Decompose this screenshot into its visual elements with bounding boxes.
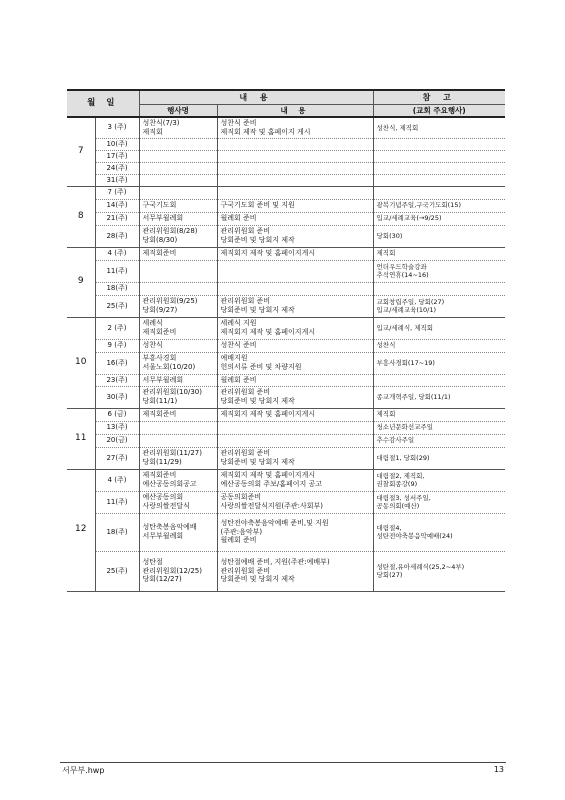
detail-cell [217,513,373,551]
event-cell-line: 구국기도회 [142,201,177,210]
event-cell-line: 제직회준비 [142,328,177,336]
detail-cell [217,295,373,317]
table-row [67,339,505,352]
event-cell [139,408,217,421]
event-cell [139,551,217,591]
day-cell: 14(주) [95,199,139,212]
reference-cell-line: 당회(30) [376,231,403,240]
reference-cell-line: 대림절3, 성서주일, [376,493,431,502]
event-cell [139,447,217,469]
reference-cell [373,339,505,352]
detail-cell [217,469,373,491]
reference-cell-line: 부흥사경회(17~19) [376,358,435,367]
reference-cell-line: 추석연휴(14~16) [376,271,429,279]
day-cell: 13(주) [95,421,139,434]
event-cell [139,162,217,174]
reference-cell-line: 광복기념주일,구국기도회(15) [376,201,461,210]
month-cell: 9 [67,247,95,317]
header-reference-sub: (교회 주요행사) [373,105,505,118]
event-cell-line: 제직회 [142,127,163,136]
event-cell-line: 제직회준비 [142,410,177,419]
reference-cell [373,469,505,491]
day-cell: 16(주) [95,352,139,374]
reference-cell [373,199,505,212]
header-reference: 참 고 [373,90,505,105]
event-cell [139,199,217,212]
event-cell [139,491,217,513]
reference-cell [373,551,505,591]
reference-cell [373,282,505,295]
detail-cell-line: 성찬식 준비 [220,119,257,127]
day-cell: 10(주) [95,138,139,150]
footer-page-number: 13 [493,765,504,774]
table-row [67,138,505,150]
day-cell: 11(주) [95,491,139,513]
reference-cell-line: 입교/세례교육(10/1) [376,306,437,314]
detail-cell-line: 예산공동의회 주보/홈페이지 공고 [220,480,322,488]
event-cell-line: 성찬식(7/3) [142,119,180,127]
reference-cell [373,138,505,150]
detail-cell-line: 헌의서류 준비 및 차량지원 [220,363,302,371]
event-cell-line: 관리위원회(12/25) [142,566,202,575]
event-cell-line: 예산공동의회공고 [142,480,197,488]
detail-cell [217,421,373,434]
event-cell-line: 서무부월례회 [142,214,184,223]
detail-cell [217,434,373,447]
event-cell [139,282,217,295]
event-cell [139,174,217,186]
table-row [67,212,505,225]
header-event-name: 행사명 [139,105,217,118]
table-row [67,295,505,317]
table-row [67,162,505,174]
event-cell [139,247,217,260]
day-cell: 23(주) [95,374,139,386]
detail-cell [217,551,373,591]
reference-cell-line: 추수감사주일 [376,436,415,445]
reference-cell-line: 청소년문화선교주일 [376,423,434,432]
detail-cell [217,225,373,247]
event-cell-line: 당회(8/30) [142,236,178,244]
event-cell-line: 서무부월례회 [142,375,184,384]
detail-cell-line: 당회준비 및 당회지 제작 [220,306,295,314]
reference-cell-line: 입교/세례교육(→9/25) [376,214,442,223]
reference-cell [373,447,505,469]
detail-cell [217,374,373,386]
reference-cell [373,212,505,225]
reference-cell [373,352,505,374]
reference-cell [373,295,505,317]
event-cell [139,434,217,447]
detail-cell [217,162,373,174]
event-cell-line: 서울노회(10/20) [142,363,196,371]
event-cell [139,117,217,138]
month-cell: 7 [67,117,95,186]
event-cell [139,260,217,282]
schedule-table [67,89,505,592]
table-row [67,247,505,260]
detail-cell-line: 당회준비 및 당회지 제작 [220,575,295,584]
detail-cell [217,317,373,339]
detail-cell-line: 세례식 지원 [220,319,257,328]
month-cell: 10 [67,317,95,408]
reference-cell-line: 권찰회종강(9) [376,480,418,488]
table-row [67,513,505,551]
reference-cell-line: 제직회 [376,410,396,419]
event-cell [139,374,217,386]
event-cell [139,513,217,551]
event-cell [139,352,217,374]
detail-cell [217,150,373,162]
reference-cell-line: 제직회 [376,249,396,258]
event-cell-line: 당회(11/29) [142,458,182,466]
event-cell-line: 성찬식 [142,341,163,350]
detail-cell-line: 성탄전야축봉음악예배 준비,및 지원 [220,518,329,527]
event-cell [139,186,217,199]
detail-cell [217,260,373,282]
detail-cell-line: 공동의회준비 [220,493,262,502]
day-cell: 25(주) [95,295,139,317]
event-cell [139,317,217,339]
detail-cell-line: 구국기도회 준비 및 지원 [220,201,295,210]
header-content-sub: 내 용 [217,105,373,118]
reference-cell-line: 성탄전야축봉음악예배(24) [376,532,453,540]
reference-cell [373,386,505,408]
detail-cell [217,386,373,408]
event-cell [139,339,217,352]
reference-cell-line: 대림절4, [376,523,402,532]
day-cell: 2 (주) [95,317,139,339]
day-cell: 31(주) [95,174,139,186]
event-cell [139,421,217,434]
table-row [67,551,505,591]
detail-cell [217,186,373,199]
detail-cell-line: 제직회지 제작 및 홈페이지게시 [220,328,316,336]
month-cell: 12 [67,469,95,591]
detail-cell-line: (주관:음악부) [220,527,263,536]
detail-cell-line: 월례회 준비 [220,375,257,384]
event-cell-line: 사랑의쌀전달식 [142,502,190,510]
event-cell [139,225,217,247]
detail-cell-line: 사랑의쌀전달식지원(주관:사회부) [220,502,324,510]
event-cell-line: 성탄축봉음악예배 [142,523,197,532]
event-cell-line: 관리위원회(10/30) [142,388,202,397]
day-cell: 30(주) [95,386,139,408]
detail-cell [217,199,373,212]
detail-cell [217,408,373,421]
reference-cell [373,421,505,434]
detail-cell-line: 월례회 준비 [220,536,257,545]
day-cell: 18(주) [95,513,139,551]
table-row [67,352,505,374]
event-cell-line: 당회(12/27) [142,575,182,584]
day-cell: 20(금) [95,434,139,447]
month-cell: 8 [67,186,95,247]
detail-cell [217,339,373,352]
detail-cell-line: 당회준비 및 당회지 제작 [220,458,295,466]
table-row [67,199,505,212]
table-row [67,491,505,513]
month-cell: 11 [67,408,95,469]
detail-cell-line: 제직회지 제작 및 홈페이지게시 [220,471,316,480]
reference-cell [373,434,505,447]
event-cell-line: 관리위원회(9/25) [142,297,198,306]
day-cell: 4 (주) [95,247,139,260]
page-footer [60,762,506,775]
detail-cell-line: 제직회지 제작 및 홈페이지게시 [220,410,316,419]
event-cell [139,212,217,225]
reference-cell-line: 대림절2, 제직회, [376,471,425,480]
event-cell-line: 당회(11/1) [142,397,178,405]
day-cell: 21(주) [95,212,139,225]
detail-cell [217,117,373,138]
detail-cell-line: 성탄절예배 준비, 지원(주관:예배부) [220,557,330,566]
detail-cell-line: 월례회 준비 [220,214,257,223]
day-cell: 6 (금) [95,408,139,421]
day-cell: 18(주) [95,282,139,295]
reference-cell-line: 입교/세례식, 제직회 [376,323,434,332]
event-cell [139,386,217,408]
reference-cell [373,186,505,199]
detail-cell [217,491,373,513]
detail-cell-line: 관리위원회 준비 [220,566,271,575]
schedule-body [67,117,505,591]
detail-cell-line: 관리위원회 준비 [220,449,271,458]
detail-cell-line: 관리위원회 준비 [220,388,271,397]
detail-cell [217,247,373,260]
event-cell-line: 세례식 [142,319,163,328]
day-cell: 17(주) [95,150,139,162]
reference-cell [373,247,505,260]
reference-cell [373,491,505,513]
reference-cell [373,374,505,386]
day-cell: 28(주) [95,225,139,247]
table-row [67,434,505,447]
detail-cell-line: 당회준비 및 당회지 제작 [220,236,295,244]
table-row [67,117,505,138]
detail-cell [217,212,373,225]
detail-cell-line: 당회준비 및 당회지 제작 [220,397,295,405]
event-cell [139,150,217,162]
event-cell-line: 부흥사경회 [142,354,177,363]
reference-cell [373,260,505,282]
detail-cell [217,282,373,295]
detail-cell-line: 제직회지 제작 및 홈페이지게시 [220,249,316,258]
table-row [67,174,505,186]
day-cell: 24(주) [95,162,139,174]
reference-cell [373,513,505,551]
event-cell-line: 서무부월례회 [142,532,184,540]
reference-cell [373,162,505,174]
table-row [67,386,505,408]
table-row [67,186,505,199]
day-cell: 3 (주) [95,117,139,138]
reference-cell [373,117,505,138]
day-cell: 7 (주) [95,186,139,199]
reference-cell [373,174,505,186]
detail-cell [217,352,373,374]
event-cell-line: 예산공동의회 [142,493,184,502]
table-row [67,150,505,162]
event-cell-line: 관리위원회(11/27) [142,449,202,458]
event-cell-line: 관리위원회(8/28) [142,227,198,236]
event-cell-line: 제직회준비 [142,249,177,258]
detail-cell [217,174,373,186]
event-cell-line: 성탄절 [142,557,163,566]
table-row [67,408,505,421]
event-cell-line: 당회(9/27) [142,306,178,314]
table-row [67,421,505,434]
reference-cell [373,225,505,247]
day-cell: 27(주) [95,447,139,469]
event-cell [139,469,217,491]
reference-cell-line: 종교개혁주일, 당회(11/1) [376,392,451,401]
table-row [67,317,505,339]
table-row [67,447,505,469]
footer-filename: 서무부.hwp [62,766,105,775]
reference-cell [373,150,505,162]
header-month-day: 월 일 [67,90,139,117]
detail-cell [217,447,373,469]
detail-cell-line: 관리위원회 준비 [220,227,271,236]
table-row [67,469,505,491]
reference-cell-line: 성찬식 [376,341,396,350]
day-cell: 4 (주) [95,469,139,491]
event-cell [139,138,217,150]
reference-cell [373,408,505,421]
detail-cell-line: 성찬식 준비 [220,341,257,350]
reference-cell-line: 공동의회(예산) [376,502,420,510]
reference-cell-line: 언더우드학술강좌 [376,262,427,271]
table-row [67,282,505,295]
table-row [67,260,505,282]
reference-cell-line: 교회창립주일, 당회(27) [376,297,445,306]
day-cell: 9 (주) [95,339,139,352]
reference-cell-line: 대림절1, 당회(29) [376,453,430,462]
reference-cell-line: 당회(27) [376,571,403,579]
detail-cell-line: 제직회 제작 및 홈페이지 게시 [220,127,311,136]
reference-cell [373,317,505,339]
detail-cell-line: 관리위원회 준비 [220,297,271,306]
event-cell [139,295,217,317]
reference-cell-line: 성탄절,유아세례식(25,2~4부) [376,562,465,571]
header-content: 내 용 [139,90,373,105]
day-cell: 25(주) [95,551,139,591]
detail-cell-line: 예배지원 [220,354,248,363]
day-cell: 11(주) [95,260,139,282]
event-cell-line: 제직회준비 [142,471,177,480]
table-row [67,374,505,386]
reference-cell-line: 성찬식, 제직회 [376,123,419,132]
table-row [67,225,505,247]
detail-cell [217,138,373,150]
